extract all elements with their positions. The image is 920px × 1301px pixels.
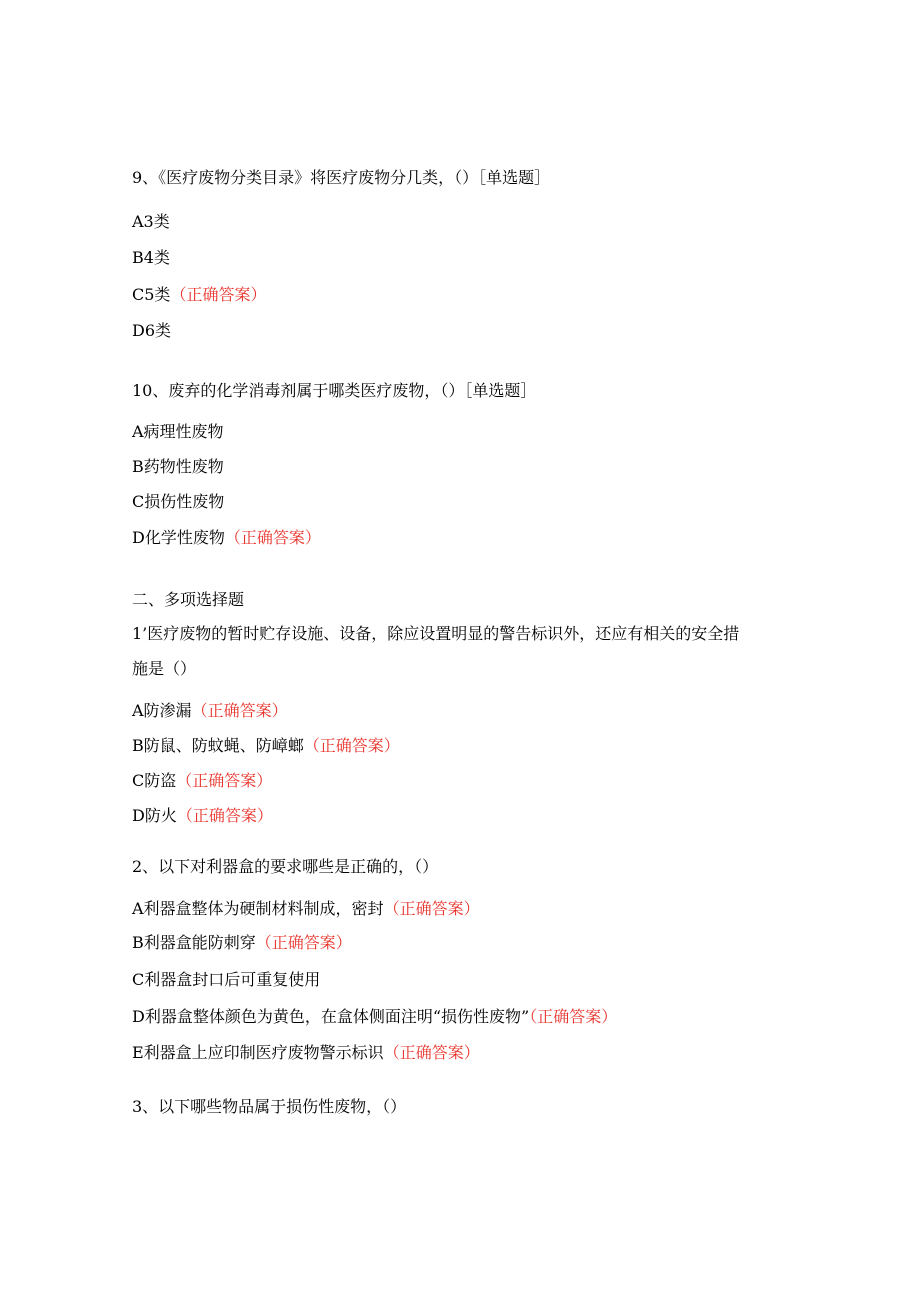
option-text: E利器盒上应印制医疗废物警示标识 [132, 1043, 384, 1062]
option-text: D6类 [132, 321, 172, 340]
option-text: A利器盒整体为硬制材料制成，密封 [132, 899, 384, 918]
option-text: D利器盒整体颜色为黄色，在盒体侧面注明“损伤性废物” [132, 1007, 530, 1026]
question-10-option-c [132, 491, 792, 513]
option-text: A病理性废物 [132, 422, 224, 441]
option-text: B药物性废物 [132, 457, 224, 476]
correct-answer-mark: （正确答案） [191, 701, 288, 720]
question-9-stem: 9、《医疗废物分类目录》将医疗废物分几类，（）［单选题］ [132, 168, 551, 187]
question-2-option-e [132, 1042, 792, 1064]
question-9-option-a [132, 211, 792, 233]
question-9-option-d [132, 320, 792, 342]
option-text: D化学性废物 [132, 528, 225, 547]
section-title: 二、多项选择题 [132, 590, 245, 609]
option-text: A3类 [132, 212, 170, 231]
option-text: C损伤性废物 [132, 492, 225, 511]
question-1-option-b [132, 735, 792, 757]
question-10-option-b [132, 456, 792, 478]
question-10-option-d [132, 527, 792, 549]
question-1-stem-line2: 施是（） [132, 659, 197, 678]
correct-answer-mark: （正确答案） [303, 736, 400, 755]
correct-answer-mark: （正确答案） [176, 771, 273, 790]
option-text: C防盗 [132, 771, 177, 790]
correct-answer-mark: （正确答案） [176, 806, 273, 825]
question-3-stem: 3、以下哪些物品属于损伤性废物，（） [132, 1097, 407, 1116]
question-1-option-a [132, 700, 792, 722]
correct-answer-mark: （正确答案） [224, 528, 321, 547]
question-2-option-b [132, 932, 792, 954]
correct-answer-mark: （正确答案） [255, 933, 352, 952]
correct-answer-mark: （正确答案） [529, 1007, 618, 1026]
option-text: D防火 [132, 806, 177, 825]
option-text: B防鼠、防蚊蝇、防嶂螂 [132, 736, 304, 755]
question-10-stem: 10、废弃的化学消毒剂属于哪类医疗废物，（）［单选题］ [132, 381, 537, 400]
question-1-option-d [132, 805, 792, 827]
option-text: B4类 [132, 248, 170, 267]
option-text: B利器盒能防刺穿 [132, 933, 256, 952]
question-9-option-c [132, 284, 792, 306]
question-2-option-c [132, 969, 792, 991]
option-text: C利器盒封口后可重复使用 [132, 970, 321, 989]
question-2-stem: 2、以下对利器盒的要求哪些是正确的，（） [132, 857, 439, 876]
question-10-option-a [132, 421, 792, 443]
question-9-option-b [132, 247, 792, 269]
correct-answer-mark: （正确答案） [383, 899, 480, 918]
correct-answer-mark: （正确答案） [170, 285, 267, 304]
question-1-stem-line1: 1’医疗废物的暂时贮存设施、设备，除应设置明显的警告标识外，还应有相关的安全措 [132, 624, 740, 643]
question-2-option-d [132, 1006, 792, 1028]
correct-answer-mark: （正确答案） [383, 1043, 480, 1062]
option-text: C5类 [132, 285, 171, 304]
question-2-option-a [132, 898, 792, 920]
question-1-option-c [132, 770, 792, 792]
option-text: A防渗漏 [132, 701, 192, 720]
